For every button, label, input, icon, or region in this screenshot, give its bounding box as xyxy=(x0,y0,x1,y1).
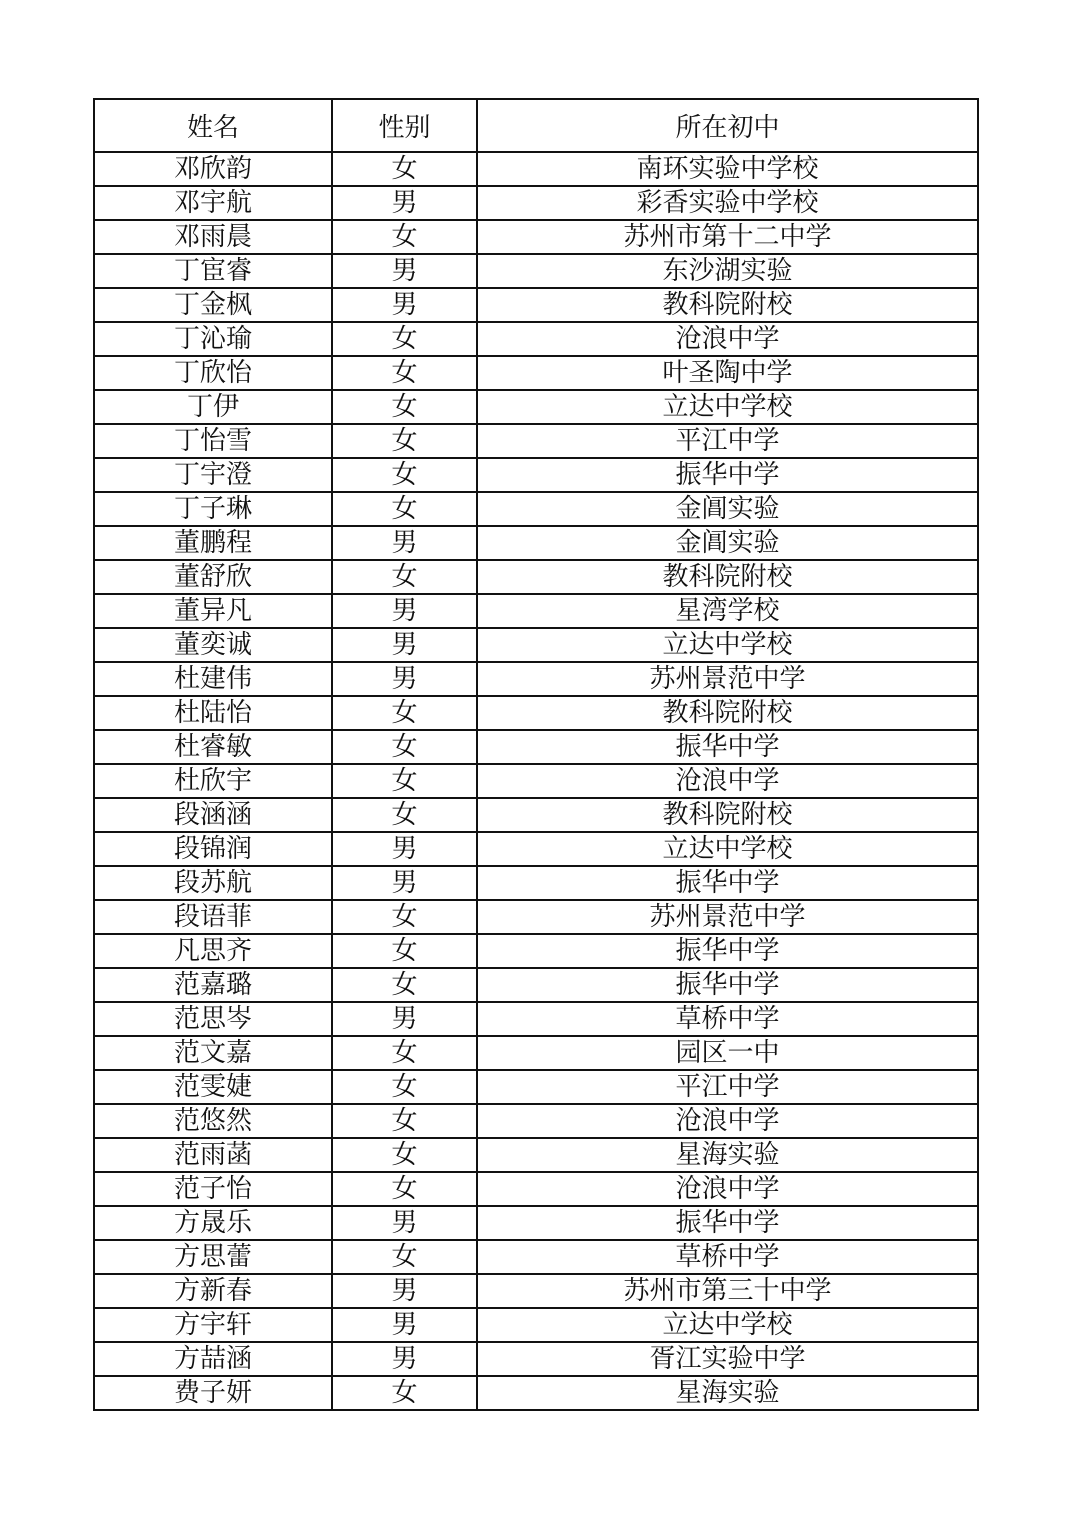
table-row xyxy=(94,1138,978,1172)
cell-gender: 女 xyxy=(332,764,477,798)
cell-gender: 男 xyxy=(332,254,477,288)
header-name: 姓名 xyxy=(94,99,332,152)
cell-gender: 男 xyxy=(332,832,477,866)
table-row xyxy=(94,968,978,1002)
cell-gender: 男 xyxy=(332,526,477,560)
cell-gender: 女 xyxy=(332,560,477,594)
cell-name: 杜睿敏 xyxy=(94,730,332,764)
cell-name: 董异凡 xyxy=(94,594,332,628)
cell-gender: 女 xyxy=(332,798,477,832)
cell-school: 星湾学校 xyxy=(477,594,978,628)
cell-school: 立达中学校 xyxy=(477,390,978,424)
cell-school: 立达中学校 xyxy=(477,628,978,662)
table-row xyxy=(94,628,978,662)
cell-gender: 男 xyxy=(332,1002,477,1036)
table-row xyxy=(94,186,978,220)
cell-gender: 男 xyxy=(332,594,477,628)
cell-gender: 女 xyxy=(332,492,477,526)
cell-school: 沧浪中学 xyxy=(477,1172,978,1206)
cell-gender: 男 xyxy=(332,1206,477,1240)
cell-name: 方宇轩 xyxy=(94,1308,332,1342)
table-row xyxy=(94,1104,978,1138)
cell-name: 丁金枫 xyxy=(94,288,332,322)
cell-name: 段语菲 xyxy=(94,900,332,934)
cell-name: 董鹏程 xyxy=(94,526,332,560)
table-row xyxy=(94,1172,978,1206)
cell-school: 金阊实验 xyxy=(477,492,978,526)
cell-name: 方晟乐 xyxy=(94,1206,332,1240)
cell-gender: 女 xyxy=(332,1070,477,1104)
cell-school: 星海实验 xyxy=(477,1138,978,1172)
table-row xyxy=(94,900,978,934)
cell-gender: 女 xyxy=(332,390,477,424)
table-row xyxy=(94,492,978,526)
cell-school: 振华中学 xyxy=(477,866,978,900)
cell-gender: 女 xyxy=(332,1376,477,1410)
cell-school: 立达中学校 xyxy=(477,1308,978,1342)
cell-school: 振华中学 xyxy=(477,730,978,764)
cell-gender: 女 xyxy=(332,1104,477,1138)
cell-name: 董舒欣 xyxy=(94,560,332,594)
cell-name: 方喆涵 xyxy=(94,1342,332,1376)
cell-gender: 女 xyxy=(332,696,477,730)
cell-school: 平江中学 xyxy=(477,1070,978,1104)
cell-school: 苏州市第十二中学 xyxy=(477,220,978,254)
cell-school: 振华中学 xyxy=(477,1206,978,1240)
cell-gender: 女 xyxy=(332,424,477,458)
cell-school: 教科院附校 xyxy=(477,798,978,832)
cell-school: 草桥中学 xyxy=(477,1002,978,1036)
cell-name: 丁宇澄 xyxy=(94,458,332,492)
cell-school: 彩香实验中学校 xyxy=(477,186,978,220)
cell-name: 方新春 xyxy=(94,1274,332,1308)
table-row xyxy=(94,220,978,254)
cell-school: 沧浪中学 xyxy=(477,1104,978,1138)
cell-name: 丁欣怡 xyxy=(94,356,332,390)
cell-school: 立达中学校 xyxy=(477,832,978,866)
cell-name: 凡思齐 xyxy=(94,934,332,968)
cell-gender: 男 xyxy=(332,186,477,220)
cell-gender: 男 xyxy=(332,1342,477,1376)
cell-name: 范文嘉 xyxy=(94,1036,332,1070)
table-row xyxy=(94,1206,978,1240)
table-row xyxy=(94,832,978,866)
table-row xyxy=(94,458,978,492)
cell-school: 振华中学 xyxy=(477,968,978,1002)
cell-name: 段锦润 xyxy=(94,832,332,866)
cell-gender: 女 xyxy=(332,1240,477,1274)
cell-gender: 女 xyxy=(332,1138,477,1172)
cell-gender: 男 xyxy=(332,662,477,696)
cell-school: 平江中学 xyxy=(477,424,978,458)
table-row xyxy=(94,1070,978,1104)
cell-name: 杜陆怡 xyxy=(94,696,332,730)
cell-name: 段苏航 xyxy=(94,866,332,900)
cell-gender: 女 xyxy=(332,968,477,1002)
table-row xyxy=(94,526,978,560)
table-row xyxy=(94,1274,978,1308)
cell-school: 苏州景范中学 xyxy=(477,662,978,696)
table-row xyxy=(94,356,978,390)
cell-gender: 女 xyxy=(332,356,477,390)
cell-name: 丁沁瑜 xyxy=(94,322,332,356)
table-row xyxy=(94,288,978,322)
cell-school: 沧浪中学 xyxy=(477,322,978,356)
student-list-sheet xyxy=(93,98,977,1411)
table-row xyxy=(94,764,978,798)
cell-gender: 男 xyxy=(332,1274,477,1308)
header-gender: 性别 xyxy=(332,99,477,152)
cell-gender: 男 xyxy=(332,866,477,900)
table-row xyxy=(94,1376,978,1410)
cell-school: 教科院附校 xyxy=(477,696,978,730)
header-school: 所在初中 xyxy=(477,99,978,152)
table-row xyxy=(94,934,978,968)
cell-school: 东沙湖实验 xyxy=(477,254,978,288)
cell-school: 苏州景范中学 xyxy=(477,900,978,934)
cell-name: 杜欣宇 xyxy=(94,764,332,798)
cell-gender: 女 xyxy=(332,730,477,764)
cell-name: 丁宦睿 xyxy=(94,254,332,288)
table-row xyxy=(94,866,978,900)
cell-school: 金阊实验 xyxy=(477,526,978,560)
cell-gender: 男 xyxy=(332,288,477,322)
table-row xyxy=(94,390,978,424)
cell-gender: 女 xyxy=(332,1172,477,1206)
cell-gender: 男 xyxy=(332,628,477,662)
table-row xyxy=(94,798,978,832)
cell-school: 沧浪中学 xyxy=(477,764,978,798)
cell-name: 杜建伟 xyxy=(94,662,332,696)
header-row xyxy=(94,99,978,152)
cell-school: 南环实验中学校 xyxy=(477,152,978,186)
cell-gender: 女 xyxy=(332,1036,477,1070)
table-row xyxy=(94,424,978,458)
cell-name: 范思岑 xyxy=(94,1002,332,1036)
student-table xyxy=(93,98,979,1411)
table-row xyxy=(94,254,978,288)
cell-school: 园区一中 xyxy=(477,1036,978,1070)
table-row xyxy=(94,322,978,356)
cell-school: 胥江实验中学 xyxy=(477,1342,978,1376)
cell-gender: 女 xyxy=(332,900,477,934)
cell-school: 教科院附校 xyxy=(477,560,978,594)
cell-name: 范雨菡 xyxy=(94,1138,332,1172)
table-row xyxy=(94,1342,978,1376)
table-row xyxy=(94,594,978,628)
cell-name: 丁怡雪 xyxy=(94,424,332,458)
cell-name: 丁子琳 xyxy=(94,492,332,526)
table-row xyxy=(94,1036,978,1070)
cell-name: 丁伊 xyxy=(94,390,332,424)
cell-name: 邓欣韵 xyxy=(94,152,332,186)
cell-school: 振华中学 xyxy=(477,934,978,968)
cell-school: 振华中学 xyxy=(477,458,978,492)
cell-name: 方思蕾 xyxy=(94,1240,332,1274)
cell-school: 教科院附校 xyxy=(477,288,978,322)
table-row xyxy=(94,1308,978,1342)
cell-gender: 女 xyxy=(332,322,477,356)
cell-gender: 女 xyxy=(332,152,477,186)
table-row xyxy=(94,560,978,594)
cell-name: 费子妍 xyxy=(94,1376,332,1410)
cell-gender: 男 xyxy=(332,1308,477,1342)
table-row xyxy=(94,730,978,764)
cell-name: 邓雨晨 xyxy=(94,220,332,254)
cell-gender: 女 xyxy=(332,934,477,968)
cell-name: 董奕诚 xyxy=(94,628,332,662)
cell-school: 叶圣陶中学 xyxy=(477,356,978,390)
table-row xyxy=(94,1240,978,1274)
cell-name: 范嘉璐 xyxy=(94,968,332,1002)
cell-gender: 女 xyxy=(332,220,477,254)
cell-school: 星海实验 xyxy=(477,1376,978,1410)
cell-name: 范雯婕 xyxy=(94,1070,332,1104)
cell-gender: 女 xyxy=(332,458,477,492)
cell-name: 邓宇航 xyxy=(94,186,332,220)
table-row xyxy=(94,1002,978,1036)
table-body xyxy=(94,152,978,1410)
cell-name: 范子怡 xyxy=(94,1172,332,1206)
table-row xyxy=(94,696,978,730)
table-row xyxy=(94,152,978,186)
cell-school: 草桥中学 xyxy=(477,1240,978,1274)
cell-name: 范悠然 xyxy=(94,1104,332,1138)
table-row xyxy=(94,662,978,696)
cell-name: 段涵涵 xyxy=(94,798,332,832)
cell-school: 苏州市第三十中学 xyxy=(477,1274,978,1308)
